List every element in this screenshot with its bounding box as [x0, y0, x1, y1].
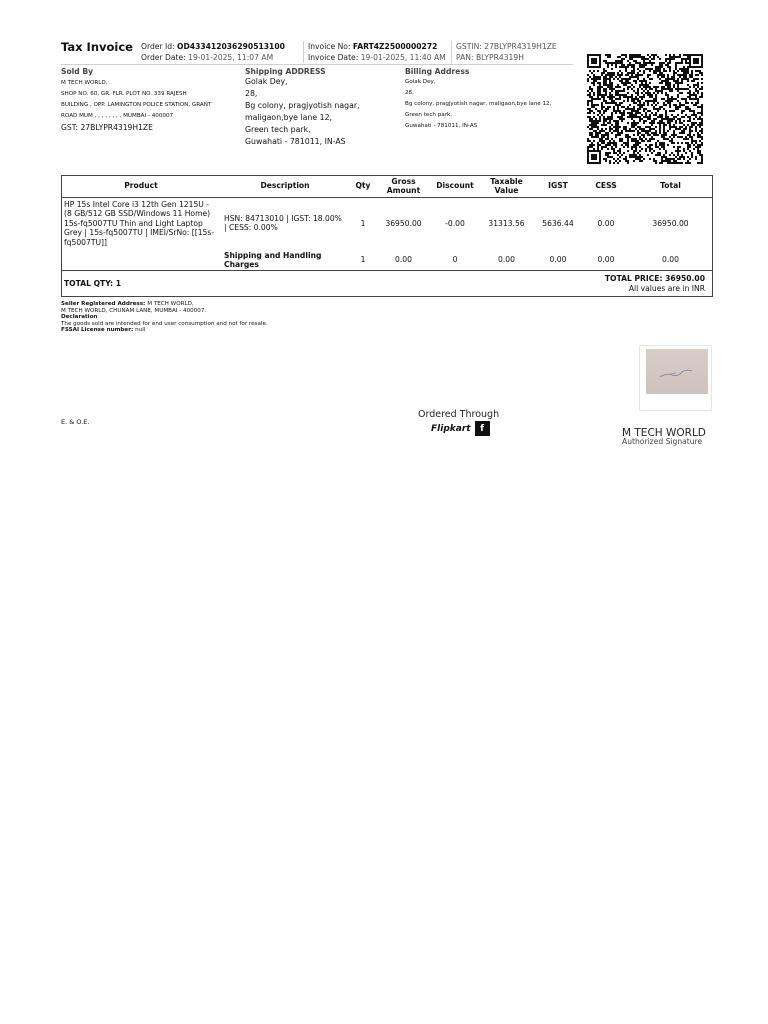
items-table — [61, 175, 712, 271]
header-rule — [61, 64, 573, 65]
authorized-signature: Authorized Signature — [622, 437, 703, 446]
total-cell: 0.00 — [662, 255, 679, 265]
gstin: 27BLYPR4319H1ZE — [484, 42, 557, 51]
address-line: SHOP NO. 60, GR. FLR. PLOT NO. 339 RAJESH — [61, 91, 187, 97]
shipping-heading: Shipping ADDRESS — [245, 67, 326, 76]
values-note: All values are in INR — [628, 284, 705, 293]
invoice-date-label: Invoice Date: — [308, 53, 361, 62]
address-line: Guwahati - 781011, IN-AS — [405, 123, 478, 129]
shipping-address — [245, 76, 360, 148]
address-line: maligaon,bye lane 12, — [245, 113, 333, 122]
table-row — [61, 197, 712, 249]
address-line: 28, — [245, 89, 258, 98]
order-date-label: Order Date: — [141, 53, 189, 62]
address-line: Green tech park, — [405, 112, 453, 118]
igst-cell: 5636.44 — [542, 218, 574, 228]
order-id: OD433412036290513100 — [177, 42, 285, 51]
column-header: Taxable Value — [480, 175, 533, 197]
header-divider — [451, 41, 452, 63]
seller-reg-line: M TECH WORLD, — [147, 301, 194, 307]
signature-image — [646, 349, 708, 394]
cess-cell: 0.00 — [597, 218, 615, 228]
discount-cell: 0 — [452, 255, 458, 265]
flipkart-wordmark: Flipkart — [431, 423, 471, 434]
column-header: CESS — [583, 175, 629, 197]
tax-ids — [456, 41, 557, 63]
total-qty: TOTAL QTY: 1 — [64, 279, 122, 288]
pan: BLYPR4319H — [475, 53, 524, 62]
table-row — [61, 249, 712, 271]
address-line: M TECH WORLD, — [61, 80, 108, 86]
column-header: Discount — [430, 175, 480, 197]
fssai-label: FSSAI License number: — [61, 327, 136, 334]
declaration-text: The goods sold are intended for end user consumption and not for resale. — [61, 320, 268, 327]
fssai-value: null — [135, 327, 146, 334]
billing-section — [405, 67, 551, 132]
column-header: Total — [629, 175, 712, 197]
total-price-block — [540, 274, 705, 294]
shipping-section — [245, 67, 360, 148]
qty-cell: 1 — [360, 255, 366, 265]
sold-by-address — [61, 78, 211, 122]
order-id-label: Order Id: — [141, 42, 178, 51]
total-price: TOTAL PRICE: 36950.00 — [604, 274, 705, 283]
seller-reg-line: M TECH WORLD, CHUNAM LANE, MUMBAI - 400007. — [61, 307, 207, 314]
gstin-label: GSTIN: — [456, 42, 485, 51]
signature-scribble — [646, 349, 708, 394]
seller-footer — [61, 301, 268, 334]
invoice-info — [308, 41, 446, 63]
total-cell: 36950.00 — [652, 218, 689, 228]
address-line: Bg colony, pragjyotish nagar, maligaon,bye lane 12, — [405, 101, 552, 107]
column-header: Gross Amount — [377, 175, 430, 197]
gross-cell: 0.00 — [395, 255, 412, 265]
gross-cell: 36950.00 — [385, 218, 422, 228]
header-divider — [303, 41, 304, 63]
description-cell: HSN: 84713010 | IGST: 18.00% | CESS: 0.00% — [224, 213, 342, 233]
seller-reg-label: Seller Registered Address: — [61, 301, 148, 307]
address-line: Golak Dey, — [245, 77, 288, 86]
invoice-date: 19-01-2025, 11:40 AM — [360, 53, 446, 62]
address-line: BUILDING , OPP. LAMINGTON POLICE STATION, GRANT — [61, 102, 212, 108]
address-line: ROAD MUM , , , , , , , , MUMBAI - 400007 — [61, 113, 174, 119]
flipkart-logo-icon: f — [475, 421, 490, 436]
invoice-title: Tax Invoice — [61, 40, 133, 54]
qr-code — [587, 54, 703, 164]
column-header: IGST — [533, 175, 583, 197]
column-header: Qty — [349, 175, 377, 197]
address-line: 28, — [405, 90, 414, 96]
address-line: Bg colony, pragjyotish nagar, — [245, 101, 360, 110]
billing-address — [405, 77, 551, 132]
eoe-note: E. & O.E. — [61, 418, 90, 426]
order-info — [141, 41, 285, 63]
address-line: Guwahati - 781011, IN-AS — [245, 137, 346, 146]
table-header-row — [61, 175, 712, 197]
seller-gst: GST: 27BLYPR4319H1ZE — [61, 123, 153, 132]
signature-box — [639, 345, 712, 411]
cess-cell: 0.00 — [597, 255, 615, 265]
totals-divider — [61, 270, 712, 271]
invoice-no-label: Invoice No: — [308, 42, 353, 51]
pan-label: PAN: — [456, 53, 476, 62]
discount-cell: -0.00 — [445, 218, 465, 228]
product-cell — [61, 249, 221, 271]
order-date: 19-01-2025, 11:07 AM — [188, 53, 274, 62]
declaration-label: Declaration — [61, 314, 98, 321]
ordered-through: Ordered Through — [418, 409, 500, 420]
taxable-cell: 0.00 — [498, 255, 515, 265]
address-line: Golak Dey, — [405, 79, 436, 85]
igst-cell: 0.00 — [549, 255, 567, 265]
taxable-cell: 31313.56 — [488, 218, 525, 228]
flipkart-brand — [431, 421, 490, 436]
description-cell: Shipping and Handling Charges — [224, 250, 322, 269]
billing-heading: Billing Address — [405, 67, 470, 76]
sold-by-section — [61, 67, 211, 134]
sold-by-heading: Sold By — [61, 67, 94, 76]
signature-seller-name: M TECH WORLD — [622, 427, 706, 439]
qty-cell: 1 — [360, 218, 366, 228]
column-header: Product — [61, 175, 221, 197]
address-line: Green tech park, — [245, 125, 311, 134]
column-header: Description — [221, 175, 349, 197]
product-cell: HP 15s Intel Core i3 12th Gen 1215U - (8 GB/512 GB SSD/Windows 11 Home) 15s-fq5007TU Thin and Light Laptop Grey | 15s-fq5007TU | IMEI/SrNo: [[15s-fq5007TU]] — [64, 199, 215, 247]
invoice-no: FART4Z2500000272 — [352, 42, 438, 51]
